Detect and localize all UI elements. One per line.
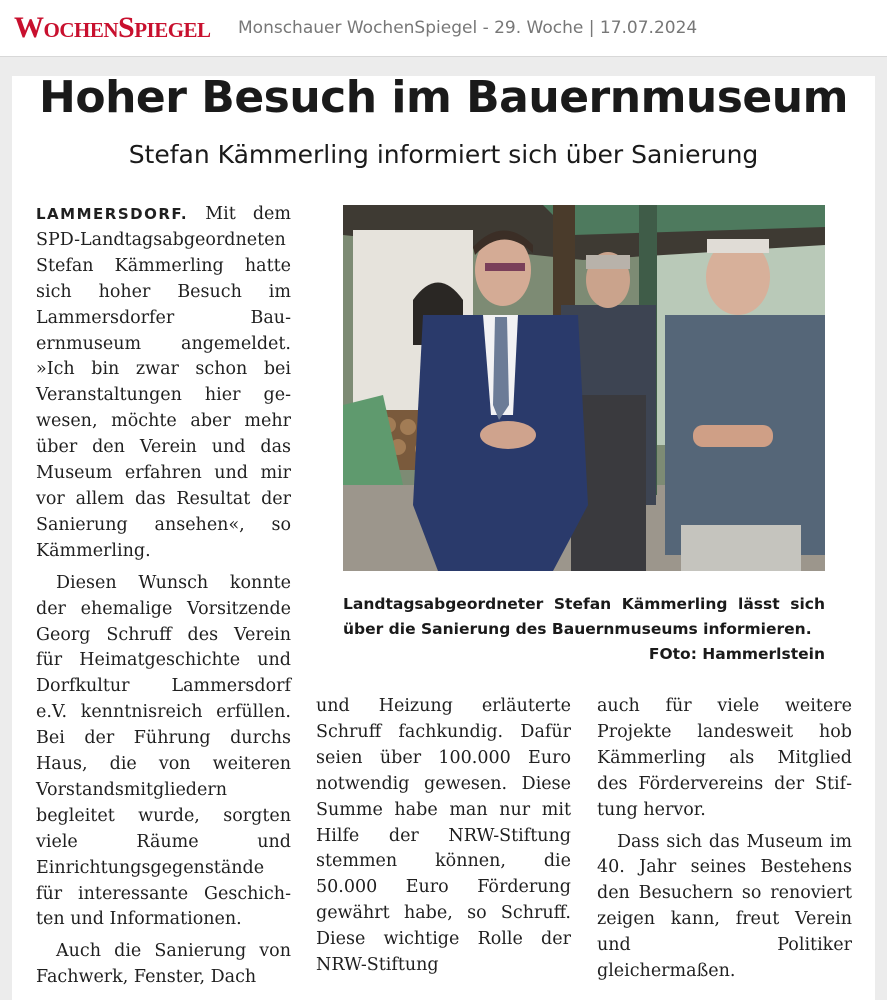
- article-column-1: [36, 202, 291, 991]
- photo-credit: FOto: Hammerlstein: [648, 645, 825, 663]
- paragraph-6: Dass sich das Museum im 40. Jahr seines Bestehens den Besuchern so renoviert zeigen kann, freut Verein und Politiker gleichermaßen.: [597, 831, 852, 982]
- article-column-2: [316, 694, 571, 979]
- paragraph-5: auch für viele weitere Projekte landesweit hob Kämmerling als Mitglied des Fördervereins der Stiftung hervor.: [597, 696, 852, 820]
- article-subheadline: Stefan Kämmerling informiert sich über Sanierung: [128, 140, 759, 169]
- paragraph-1-text: Mit dem SPD-Landtagsabgeordneten Stefan Kämmerling hatte sich hoher Besuch im Lammersdorfer Bauernmuseum angemeldet. »Ich bin zwar schon bei Veranstaltungen hier gewesen, möchte aber mehr über den Verein und das Museum erfahren und mir vor allem das Resultat der Sanierung ansehen«, so Kämmerling.: [36, 204, 291, 561]
- paragraph-1: [36, 202, 291, 565]
- top-bar: [0, 0, 887, 57]
- issue-info: Monschauer WochenSpiegel - 29. Woche | 17.07.2024: [238, 18, 698, 38]
- article-column-3: [597, 694, 852, 985]
- caption-text: Landtagsabgeordneter Stefan Kämmerling lässt sich über die Sanierung des Bauernmuseums informieren.: [343, 595, 825, 638]
- paragraph-2: Diesen Wunsch konnte der ehemalige Vorsitzende Georg Schruff des Verein für Heimatgeschichte und Dorfkultur Lammersdorf e.V. kenntnisreich erfüllen. Bei der Führung durchs Haus, die von weiteren Vorstandsmitgliedern begleitet wurde, sorgten viele Räume und Einrichtungsgegenstände für interessante Geschichten und Informationen.: [36, 572, 291, 930]
- paragraph-4: und Heizung erläuterte Schruff fachkundig. Dafür seien über 100.000 Euro notwendig gewesen. Diese Summe habe man nur mit Hilfe der NRW-Stiftung stemmen können, die 50.000 Euro Förderung gewährt habe, so Schruff. Diese wichtige Rolle der NRW-Stiftung: [316, 696, 571, 976]
- paragraph-3: Auch die Sanierung von Fachwerk, Fenster, Dach: [36, 941, 291, 988]
- article-photo: [343, 205, 825, 571]
- article-headline: Hoher Besuch im Bauernmuseum: [39, 72, 848, 123]
- wochenspiegel-logo[interactable]: WochenSpiegel: [14, 11, 211, 44]
- photo-caption: [343, 592, 825, 667]
- dateline: LAMMERSDORF.: [36, 205, 189, 223]
